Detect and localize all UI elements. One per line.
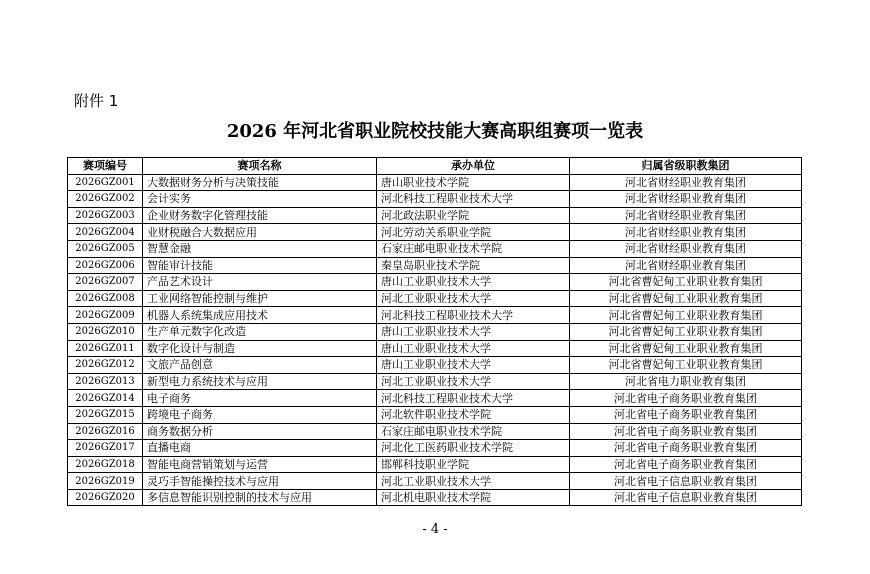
event-code-cell: 2026GZ019 xyxy=(68,473,143,490)
host-unit-cell: 邯郸科技职业学院 xyxy=(377,456,570,473)
host-unit-cell: 河北软件职业技术学院 xyxy=(377,406,570,423)
host-unit-cell: 唐山工业职业技术大学 xyxy=(377,357,570,374)
event-name-cell: 智慧金融 xyxy=(143,240,377,257)
host-unit-cell: 河北化工医药职业技术学院 xyxy=(377,440,570,457)
header-host-unit: 承办单位 xyxy=(377,158,570,175)
table-row xyxy=(68,489,802,506)
event-name-cell: 数字化设计与制造 xyxy=(143,340,377,357)
education-group-cell: 河北省电力职业教育集团 xyxy=(570,373,802,390)
event-code-cell: 2026GZ017 xyxy=(68,440,143,457)
table-row xyxy=(68,456,802,473)
event-code-cell: 2026GZ018 xyxy=(68,456,143,473)
event-code-cell: 2026GZ020 xyxy=(68,489,143,506)
education-group-cell: 河北省财经职业教育集团 xyxy=(570,224,802,241)
attachment-label: 附件 1 xyxy=(74,92,119,110)
events-table xyxy=(67,157,802,506)
event-name-cell: 机器人系统集成应用技术 xyxy=(143,307,377,324)
education-group-cell: 河北省电子商务职业教育集团 xyxy=(570,456,802,473)
event-name-cell: 工业网络智能控制与维护 xyxy=(143,290,377,307)
table-row xyxy=(68,274,802,291)
table-row xyxy=(68,323,802,340)
host-unit-cell: 河北政法职业学院 xyxy=(377,207,570,224)
event-name-cell: 生产单元数字化改造 xyxy=(143,323,377,340)
event-code-cell: 2026GZ005 xyxy=(68,240,143,257)
host-unit-cell: 河北科技工程职业技术大学 xyxy=(377,390,570,407)
event-code-cell: 2026GZ003 xyxy=(68,207,143,224)
host-unit-cell: 秦皇岛职业技术学院 xyxy=(377,257,570,274)
table-row xyxy=(68,174,802,191)
education-group-cell: 河北省电子信息职业教育集团 xyxy=(570,489,802,506)
education-group-cell: 河北省财经职业教育集团 xyxy=(570,240,802,257)
table-row xyxy=(68,224,802,241)
event-code-cell: 2026GZ007 xyxy=(68,274,143,291)
event-code-cell: 2026GZ011 xyxy=(68,340,143,357)
table-row xyxy=(68,406,802,423)
education-group-cell: 河北省电子信息职业教育集团 xyxy=(570,473,802,490)
header-event-code: 赛项编号 xyxy=(68,158,143,175)
event-name-cell: 企业财务数字化管理技能 xyxy=(143,207,377,224)
table-row xyxy=(68,340,802,357)
document-title: 2026 年河北省职业院校技能大赛高职组赛项一览表 xyxy=(226,121,644,142)
host-unit-cell: 唐山工业职业技术大学 xyxy=(377,323,570,340)
host-unit-cell: 石家庄邮电职业技术学院 xyxy=(377,423,570,440)
host-unit-cell: 唐山职业技术学院 xyxy=(377,174,570,191)
host-unit-cell: 河北工业职业技术大学 xyxy=(377,290,570,307)
event-name-cell: 直播电商 xyxy=(143,440,377,457)
table-row xyxy=(68,257,802,274)
table-row xyxy=(68,207,802,224)
event-name-cell: 电子商务 xyxy=(143,390,377,407)
education-group-cell: 河北省电子商务职业教育集团 xyxy=(570,390,802,407)
event-code-cell: 2026GZ004 xyxy=(68,224,143,241)
education-group-cell: 河北省财经职业教育集团 xyxy=(570,207,802,224)
event-name-cell: 会计实务 xyxy=(143,191,377,208)
event-name-cell: 商务数据分析 xyxy=(143,423,377,440)
header-event-name: 赛项名称 xyxy=(143,158,377,175)
education-group-cell: 河北省电子商务职业教育集团 xyxy=(570,423,802,440)
event-name-cell: 智能审计技能 xyxy=(143,257,377,274)
education-group-cell: 河北省曹妃甸工业职业教育集团 xyxy=(570,357,802,374)
event-code-cell: 2026GZ015 xyxy=(68,406,143,423)
event-code-cell: 2026GZ010 xyxy=(68,323,143,340)
table-row xyxy=(68,307,802,324)
event-code-cell: 2026GZ002 xyxy=(68,191,143,208)
education-group-cell: 河北省电子商务职业教育集团 xyxy=(570,406,802,423)
event-code-cell: 2026GZ006 xyxy=(68,257,143,274)
table-row xyxy=(68,440,802,457)
table-row xyxy=(68,373,802,390)
table-row xyxy=(68,473,802,490)
event-name-cell: 业财税融合大数据应用 xyxy=(143,224,377,241)
table-row xyxy=(68,290,802,307)
event-name-cell: 产品艺术设计 xyxy=(143,274,377,291)
education-group-cell: 河北省电子商务职业教育集团 xyxy=(570,440,802,457)
host-unit-cell: 唐山工业职业技术大学 xyxy=(377,274,570,291)
event-name-cell: 多信息智能识别控制的技术与应用 xyxy=(143,489,377,506)
event-code-cell: 2026GZ001 xyxy=(68,174,143,191)
table-row xyxy=(68,423,802,440)
table-row xyxy=(68,390,802,407)
education-group-cell: 河北省曹妃甸工业职业教育集团 xyxy=(570,340,802,357)
page-number: - 4 - xyxy=(422,522,448,537)
event-code-cell: 2026GZ013 xyxy=(68,373,143,390)
table-row xyxy=(68,240,802,257)
event-code-cell: 2026GZ012 xyxy=(68,357,143,374)
event-code-cell: 2026GZ014 xyxy=(68,390,143,407)
event-name-cell: 文旅产品创意 xyxy=(143,357,377,374)
education-group-cell: 河北省曹妃甸工业职业教育集团 xyxy=(570,290,802,307)
education-group-cell: 河北省财经职业教育集团 xyxy=(570,257,802,274)
host-unit-cell: 河北科技工程职业技术大学 xyxy=(377,191,570,208)
event-name-cell: 跨境电子商务 xyxy=(143,406,377,423)
event-name-cell: 灵巧手智能操控技术与应用 xyxy=(143,473,377,490)
table-header-row xyxy=(68,158,802,175)
education-group-cell: 河北省曹妃甸工业职业教育集团 xyxy=(570,323,802,340)
host-unit-cell: 唐山工业职业技术大学 xyxy=(377,340,570,357)
education-group-cell: 河北省曹妃甸工业职业教育集团 xyxy=(570,307,802,324)
host-unit-cell: 河北机电职业技术学院 xyxy=(377,489,570,506)
host-unit-cell: 河北工业职业技术大学 xyxy=(377,473,570,490)
event-name-cell: 新型电力系统技术与应用 xyxy=(143,373,377,390)
event-name-cell: 大数据财务分析与决策技能 xyxy=(143,174,377,191)
event-code-cell: 2026GZ009 xyxy=(68,307,143,324)
host-unit-cell: 河北劳动关系职业学院 xyxy=(377,224,570,241)
host-unit-cell: 河北科技工程职业技术大学 xyxy=(377,307,570,324)
event-name-cell: 智能电商营销策划与运营 xyxy=(143,456,377,473)
table-row xyxy=(68,191,802,208)
event-code-cell: 2026GZ016 xyxy=(68,423,143,440)
event-code-cell: 2026GZ008 xyxy=(68,290,143,307)
host-unit-cell: 河北工业职业技术大学 xyxy=(377,373,570,390)
host-unit-cell: 石家庄邮电职业技术学院 xyxy=(377,240,570,257)
header-education-group: 归属省级职教集团 xyxy=(570,158,802,175)
table-row xyxy=(68,357,802,374)
education-group-cell: 河北省曹妃甸工业职业教育集团 xyxy=(570,274,802,291)
education-group-cell: 河北省财经职业教育集团 xyxy=(570,191,802,208)
education-group-cell: 河北省财经职业教育集团 xyxy=(570,174,802,191)
